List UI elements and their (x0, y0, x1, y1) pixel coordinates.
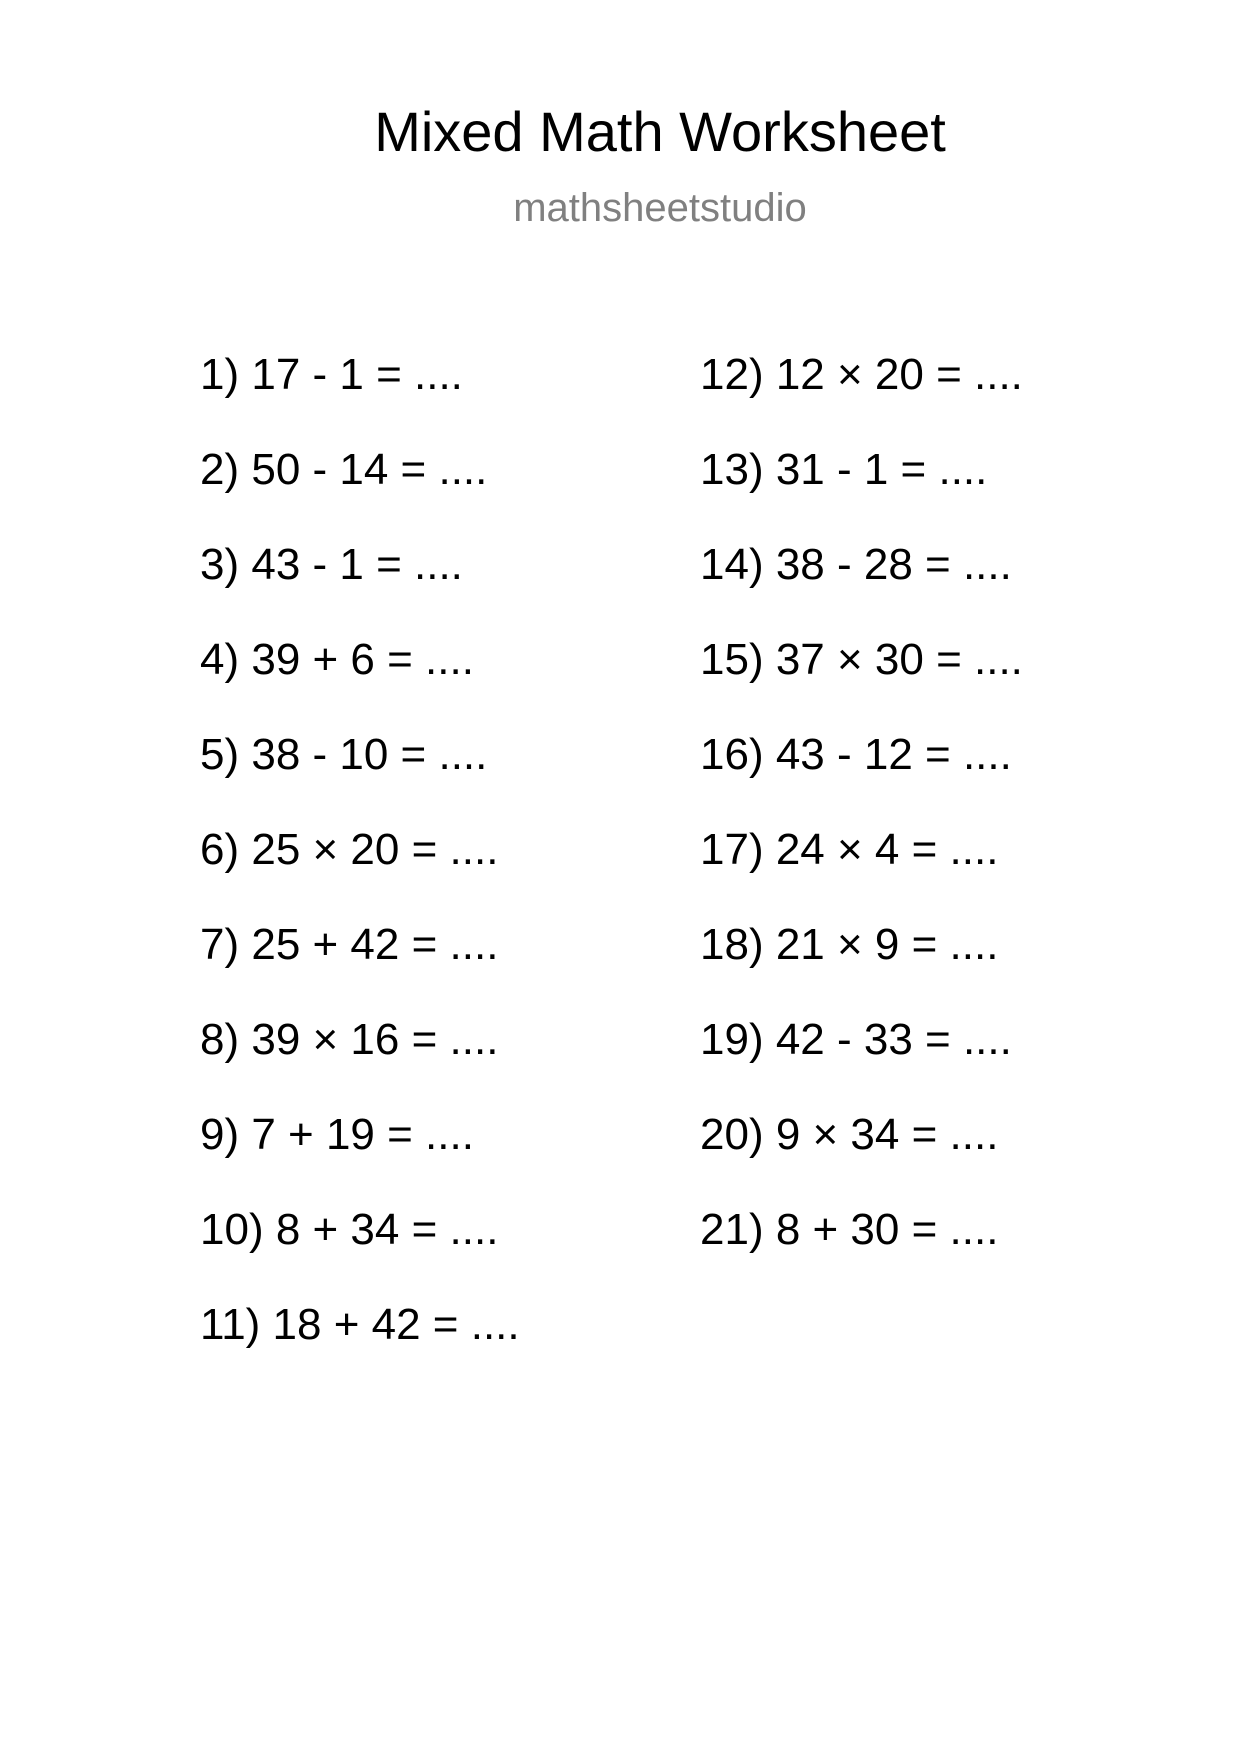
problem-15: 15) 37 × 30 = .... (700, 635, 1023, 684)
problem-4: 4) 39 + 6 = .... (200, 635, 474, 684)
problem-1: 1) 17 - 1 = .... (200, 350, 463, 399)
problem-21: 21) 8 + 30 = .... (700, 1205, 999, 1254)
problem-5: 5) 38 - 10 = .... (200, 730, 488, 779)
problem-12: 12) 12 × 20 = .... (700, 350, 1023, 399)
problem-20: 20) 9 × 34 = .... (700, 1110, 999, 1159)
problem-3: 3) 43 - 1 = .... (200, 540, 463, 589)
problem-13: 13) 31 - 1 = .... (700, 445, 988, 494)
problem-column-left (200, 350, 520, 1395)
problem-19: 19) 42 - 33 = .... (700, 1015, 1012, 1064)
problem-8: 8) 39 × 16 = .... (200, 1015, 499, 1064)
problem-10: 10) 8 + 34 = .... (200, 1205, 499, 1254)
problem-17: 17) 24 × 4 = .... (700, 825, 999, 874)
page-title: Mixed Math Worksheet (374, 100, 946, 163)
problem-14: 14) 38 - 28 = .... (700, 540, 1012, 589)
problem-2: 2) 50 - 14 = .... (200, 445, 488, 494)
problem-6: 6) 25 × 20 = .... (200, 825, 499, 874)
problem-9: 9) 7 + 19 = .... (200, 1110, 474, 1159)
problem-11: 11) 18 + 42 = .... (200, 1300, 520, 1349)
problem-18: 18) 21 × 9 = .... (700, 920, 999, 969)
problem-column-right (700, 350, 1023, 1300)
problem-7: 7) 25 + 42 = .... (200, 920, 499, 969)
problem-16: 16) 43 - 12 = .... (700, 730, 1012, 779)
page-subtitle: mathsheetstudio (513, 186, 807, 230)
